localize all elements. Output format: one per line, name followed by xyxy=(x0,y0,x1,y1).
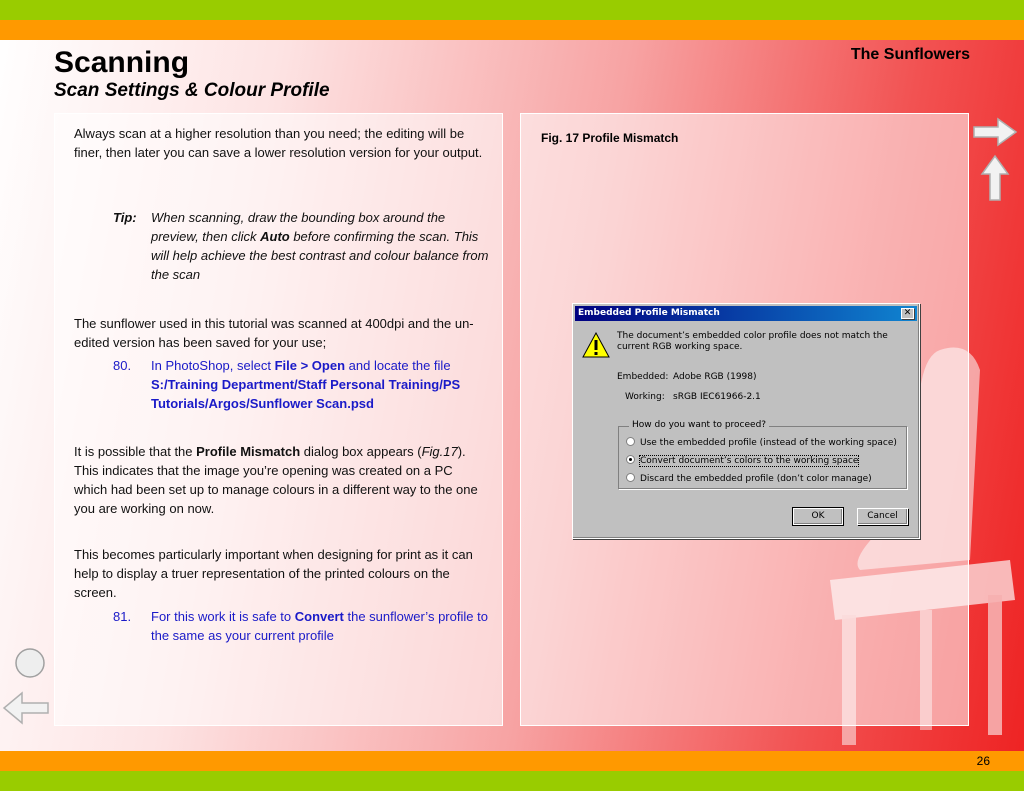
radio-button-selected[interactable] xyxy=(626,455,635,464)
step-81 xyxy=(113,607,489,645)
cancel-button[interactable]: Cancel xyxy=(857,508,908,525)
option-convert[interactable]: Convert document’s colors to the working space xyxy=(626,455,858,467)
previous-page-arrow-icon[interactable] xyxy=(2,690,50,726)
ok-button[interactable]: OK xyxy=(793,508,843,525)
mismatch-paragraph: It is possible that the Profile Mismatch dialog box appears (Fig.17). This indicates that the image you’re opening was created on a PC which had been set up to manage colours in a different way to the one you are working on now. xyxy=(74,444,478,516)
proceed-options-group xyxy=(618,420,907,489)
profile-mismatch-dialog xyxy=(572,303,920,539)
close-icon[interactable]: ✕ xyxy=(901,308,914,319)
step-number: 80. xyxy=(113,358,132,373)
instructions-panel xyxy=(54,113,503,726)
figure-panel xyxy=(520,113,969,726)
step-text: In PhotoShop, select File > Open and locate the file S:/Training Department/Staff Personal Training/PS Tutorials/Argos/Sunflower Scan.psd xyxy=(151,358,461,411)
next-page-arrow-icon[interactable] xyxy=(972,117,1018,147)
scan-info-paragraph: The sunflower used in this tutorial was scanned at 400dpi and the un-edited version has been saved for your use; xyxy=(74,316,474,350)
tip-label: Tip: xyxy=(113,210,137,225)
warning-icon xyxy=(582,332,610,358)
top-green-band xyxy=(0,0,1024,20)
radio-button[interactable] xyxy=(626,473,635,482)
section-brand: The Sunflowers xyxy=(850,46,970,63)
working-label: Working: xyxy=(625,392,665,402)
embedded-label: Embedded: xyxy=(617,372,669,382)
tip-text: When scanning, draw the bounding box around the preview, then click Auto before confirming the scan. This will help achieve the best contrast and colour balance from the scan xyxy=(151,210,489,282)
option-use-embedded[interactable]: Use the embedded profile (instead of the working space) xyxy=(626,437,897,449)
step-number: 81. xyxy=(113,609,132,624)
page-title: Scanning xyxy=(54,46,190,79)
dialog-titlebar xyxy=(575,306,917,321)
step-text: For this work it is safe to Convert the sunflower’s profile to the same as your current profile xyxy=(151,609,488,643)
page-number: 26 xyxy=(976,754,990,768)
dialog-title: Embedded Profile Mismatch xyxy=(578,308,720,318)
radio-button[interactable] xyxy=(626,437,635,446)
figure-caption: Fig. 17 Profile Mismatch xyxy=(541,131,679,145)
tip-block xyxy=(113,208,489,284)
bottom-green-band xyxy=(0,771,1024,791)
dialog-message: The document’s embedded color profile does not match the current RGB working space. xyxy=(617,331,888,352)
up-arrow-icon[interactable] xyxy=(980,154,1010,202)
embedded-value: Adobe RGB (1998) xyxy=(673,372,757,382)
bottom-orange-band xyxy=(0,751,1024,771)
intro-paragraph: Always scan at a higher resolution than you need; the editing will be finer, then later you can save a lower resolution version for your output. xyxy=(74,126,483,160)
page-subtitle: Scan Settings & Colour Profile xyxy=(54,80,330,101)
working-value: sRGB IEC61966-2.1 xyxy=(673,392,761,402)
step-80 xyxy=(113,356,489,413)
top-orange-band xyxy=(0,20,1024,40)
group-title: How do you want to proceed? xyxy=(629,420,769,431)
option-discard[interactable]: Discard the embedded profile (don’t color manage) xyxy=(626,473,872,485)
print-paragraph: This becomes particularly important when designing for print as it can help to display a truer representation of the printed colours on the screen. xyxy=(74,547,473,600)
home-circle-icon[interactable] xyxy=(14,647,46,679)
